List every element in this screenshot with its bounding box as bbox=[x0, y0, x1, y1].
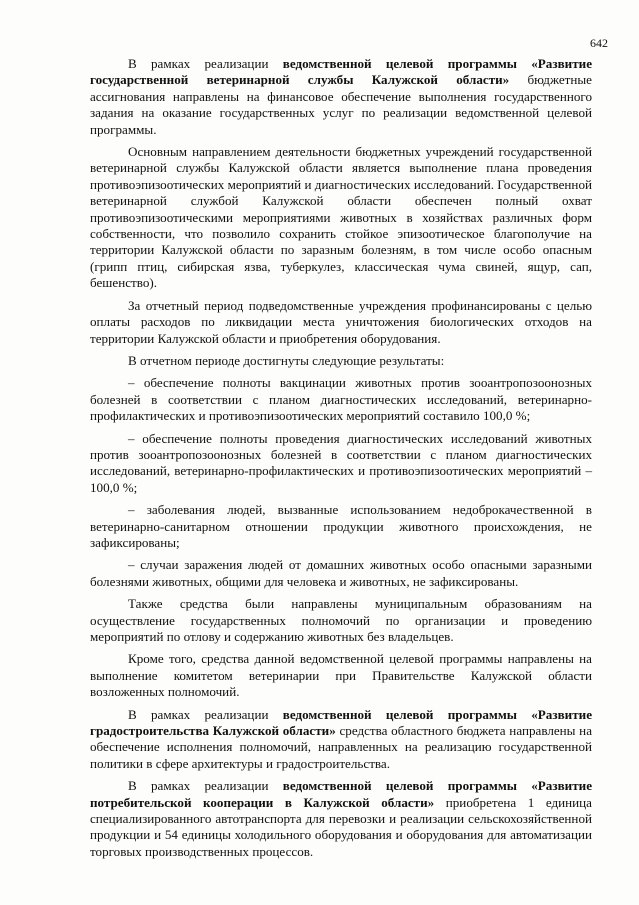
paragraph bbox=[90, 353, 592, 369]
paragraph-text: – обеспечение полноты проведения диагностических исследований животных против зооантропозоонозных болезней в соответствии с планом диагностических исследований, ветеринарно-профилактических и противоэпизоотических мероприятий – 100,0 %; bbox=[90, 430, 592, 495]
paragraph bbox=[90, 431, 592, 497]
paragraph-text: В рамках реализации bbox=[128, 56, 283, 71]
paragraph-text: Основным направлением деятельности бюджетных учреждений государственной ветеринарной службы Калужской области является выполнение плана проведения противоэпизоотических мероприятий и диагностических исследований. Государственной ветеринарной службой Калужской области обеспечен полный охват противоэпизоотическими мероприятиями животных в хозяйствах различных форм собственности, что позволило сохранить стойкое эпизоотическое благополучие на территории Калужской области по заразным болезням, в том числе особо опасным (грипп птиц, сибирская язва, туберкулез, классическая чума свиней, ящур, сап, бешенство). bbox=[90, 144, 592, 291]
paragraph bbox=[90, 502, 592, 551]
paragraph-text: – случаи заражения людей от домашних животных особо опасными заразными болезнями животных, общими для человека и животных, не зафиксированы. bbox=[90, 557, 592, 589]
paragraph bbox=[90, 651, 592, 700]
paragraph-text: В рамках реализации bbox=[128, 778, 283, 794]
paragraph bbox=[90, 557, 592, 590]
paragraph-text: В отчетном периоде достигнуты следующие результаты: bbox=[128, 352, 445, 368]
paragraph-text: – заболевания людей, вызванные использованием недоброкачественной в ветеринарно-санитарном отношении продукции животного происхождения, не зафиксированы; bbox=[90, 502, 592, 550]
program-title: ведомственной целевой программы «Развитие потребительской кооперации в Калужской области» bbox=[90, 778, 593, 810]
paragraph-text: Кроме того, средства данной ведомственной целевой программы направлены на выполнение комитетом ветеринарии при Правительстве Калужской области возложенных полномочий. bbox=[90, 651, 592, 700]
program-title: ведомственной целевой программы «Развитие государственной ветеринарной службы Калужской области» bbox=[90, 56, 593, 88]
paragraph-text: – обеспечение полноты вакцинации животных против зооантропозоонозных болезней в соответствии с планом диагностических исследований, ветеринарно-профилактических и противоэпизоотических мероприятий составило 100,0 %; bbox=[90, 375, 592, 424]
paragraph bbox=[90, 778, 592, 860]
paragraph bbox=[90, 298, 592, 347]
page-number: 642 bbox=[590, 36, 608, 50]
paragraph-text: средства областного бюджета направлены на обеспечение исполнения полномочий, направленных на реализацию государственной политики в сфере архитектуры и градостроительства. bbox=[90, 723, 593, 771]
paragraph-text: В рамках реализации bbox=[128, 706, 283, 722]
paragraph bbox=[90, 596, 592, 645]
paragraph bbox=[90, 707, 592, 773]
paragraph bbox=[90, 56, 592, 138]
document-body bbox=[90, 56, 592, 866]
program-title: ведомственной целевой программы «Развитие градостроительства Калужской области» bbox=[90, 706, 593, 739]
paragraph-text: приобретена 1 единица специализированного автотранспорта для перевозки и реализации сельскохозяйственной продукции и 54 единицы холодильного оборудования и оборудования для автоматизации торговых производственных процессов. bbox=[90, 794, 592, 859]
paragraph-text: За отчетный период подведомственные учреждения профинансированы с целью оплаты расходов по ликвидации места уничтожения биологических отходов на территории Калужской области и приобретения оборудования. bbox=[90, 297, 592, 346]
paragraph-text: Также средства были направлены муниципальным образованиям на осуществление государственных полномочий по организации и проведению мероприятий по отлову и содержанию животных без владельцев. bbox=[90, 596, 592, 644]
paragraph bbox=[90, 375, 592, 424]
paragraph-text: бюджетные ассигнования направлены на финансовое обеспечение выполнения государственного задания на оказание государственных услуг по реализации ведомственной целевой программы. bbox=[90, 72, 592, 137]
paragraph bbox=[90, 144, 592, 292]
